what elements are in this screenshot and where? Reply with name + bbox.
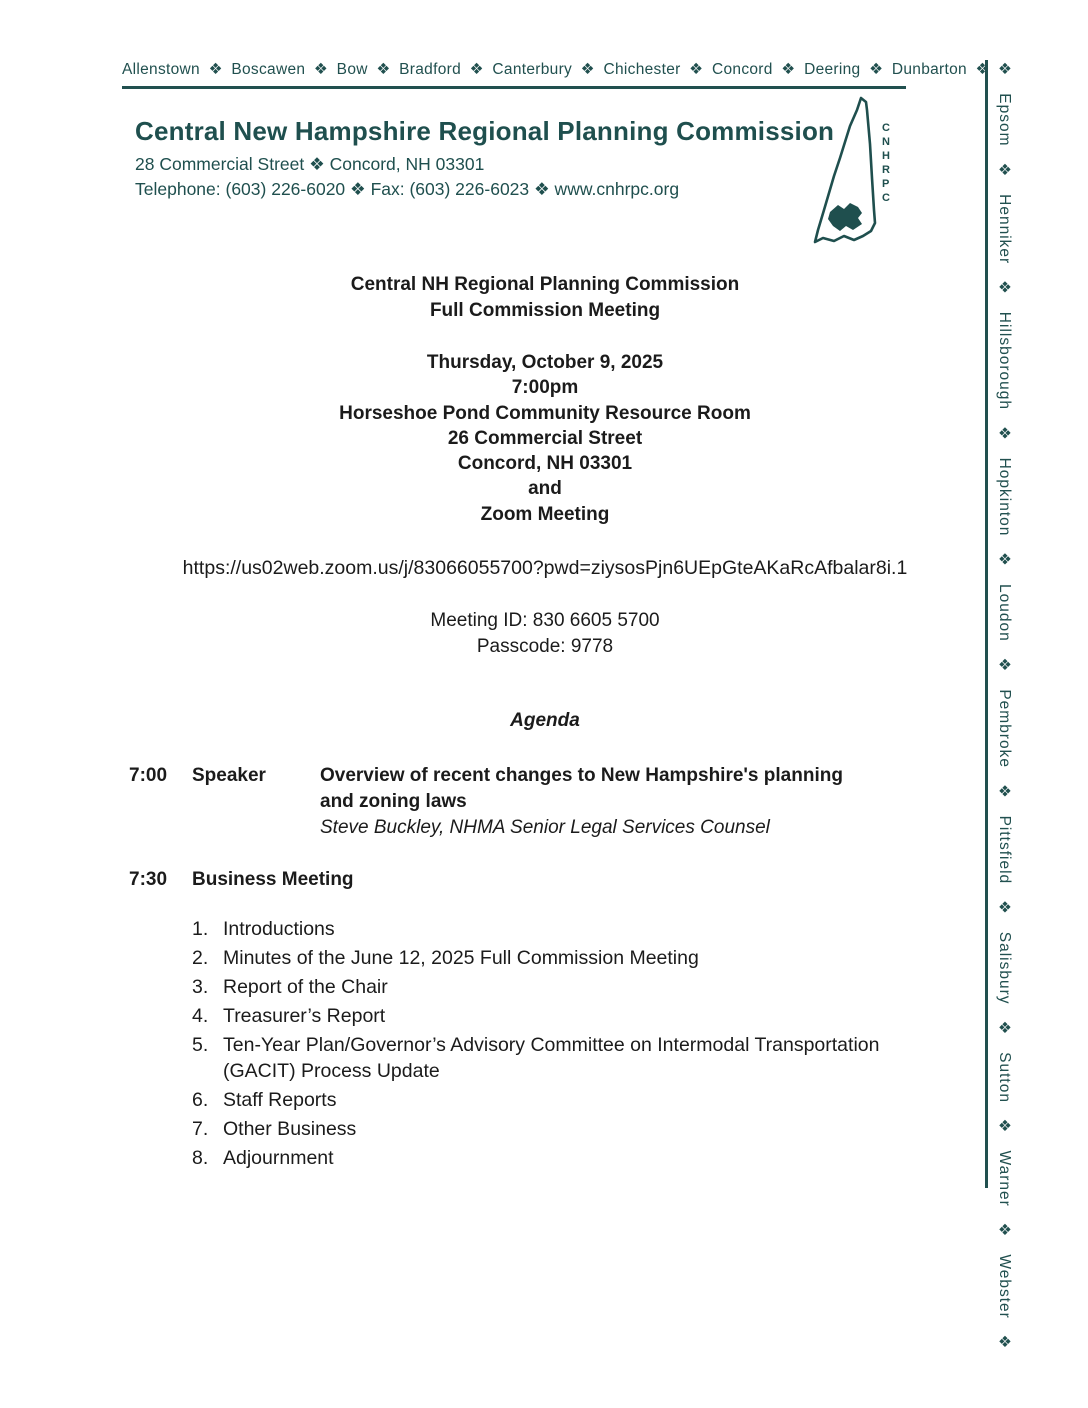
business-item-gacit-update: Ten-Year Plan/Governor’s Advisory Committee on Intermodal Transportation (GACIT) Process Update: [223, 1034, 880, 1082]
speaker-presenter: Steve Buckley, NHMA Senior Legal Services Counsel: [320, 817, 770, 838]
agenda-speaker-topic: [320, 763, 960, 841]
business-item-minutes: Minutes of the June 12, 2025 Full Commission Meeting: [223, 947, 699, 969]
business-item-other-business: Other Business: [223, 1118, 357, 1140]
letterhead: [135, 114, 834, 202]
right-border-town-list: ❖ Epsom ❖ Henniker ❖ Hillsborough ❖ Hopkinton ❖ Loudon ❖ Pembroke ❖ Pittsfield ❖ Salisbury ❖ Sutton ❖ Warner ❖ Webster ❖: [985, 60, 1013, 1188]
organization-address: 28 Commercial Street ❖ Concord, NH 03301: [135, 154, 485, 174]
zoom-meeting-link[interactable]: https://us02web.zoom.us/j/83066055700?pwd=ziysosPjn6UEpGteAKaRcAfbalar8i.1: [182, 557, 908, 579]
business-item-introductions: Introductions: [223, 918, 335, 940]
business-meeting-item-list: [192, 916, 928, 1174]
zoom-passcode: Passcode: 9778: [476, 636, 614, 657]
meeting-date: Thursday, October 9, 2025: [426, 352, 664, 373]
meeting-title: [60, 272, 1030, 324]
meeting-time: 7:00pm: [511, 377, 579, 399]
business-item-adjournment: Adjournment: [223, 1147, 334, 1169]
meeting-title-line2: Full Commission Meeting: [429, 300, 661, 321]
logo-letter: C: [882, 192, 890, 204]
meeting-room: Horseshoe Pond Community Resource Room: [339, 402, 751, 424]
agenda-label-speaker: Speaker: [192, 765, 266, 786]
meeting-street: 26 Commercial Street: [447, 427, 643, 449]
business-item-chair-report: Report of the Chair: [223, 976, 388, 998]
nh-region-blob: [828, 203, 862, 231]
business-item-staff-reports: Staff Reports: [223, 1089, 337, 1111]
logo-letter: N: [882, 136, 890, 148]
meeting-when-where: [60, 350, 1030, 527]
zoom-meeting-id: Meeting ID: 830 6605 5700: [430, 610, 660, 631]
organization-contact: Telephone: (603) 226-6020 ❖ Fax: (603) 226-6023 ❖ www.cnhrpc.org: [135, 179, 680, 199]
meeting-and-text: and: [528, 478, 562, 500]
logo-letter: P: [882, 178, 890, 190]
organization-name: Central New Hampshire Regional Planning Commission: [135, 116, 835, 146]
logo-letter: C: [882, 122, 890, 134]
meeting-city: Concord, NH 03301: [457, 453, 633, 475]
speaker-topic-line2: and zoning laws: [320, 791, 467, 812]
meeting-zoom-label: Zoom Meeting: [480, 503, 610, 525]
agenda-time-700: 7:00: [129, 765, 168, 786]
logo-letters: [882, 122, 890, 204]
speaker-topic-line1: Overview of recent changes to New Hampshire's planning: [320, 765, 843, 786]
agenda-label-business-meeting: Business Meeting: [192, 869, 354, 890]
logo-letter: R: [882, 164, 890, 176]
zoom-credentials: [60, 608, 1030, 660]
logo-letter: H: [882, 150, 890, 162]
meeting-title-line1: Central NH Regional Planning Commission: [350, 274, 740, 295]
top-border-town-list: Allenstown ❖ Boscawen ❖ Bow ❖ Bradford ❖ Canterbury ❖ Chichester ❖ Concord ❖ Deering ❖ Dunbarton ❖: [122, 60, 906, 89]
cnhrpc-nh-outline-logo-icon: [800, 92, 915, 257]
agenda-heading: Agenda: [510, 710, 580, 731]
business-item-treasurer-report: Treasurer’s Report: [223, 1005, 386, 1027]
agenda-time-730: 7:30: [129, 869, 168, 890]
